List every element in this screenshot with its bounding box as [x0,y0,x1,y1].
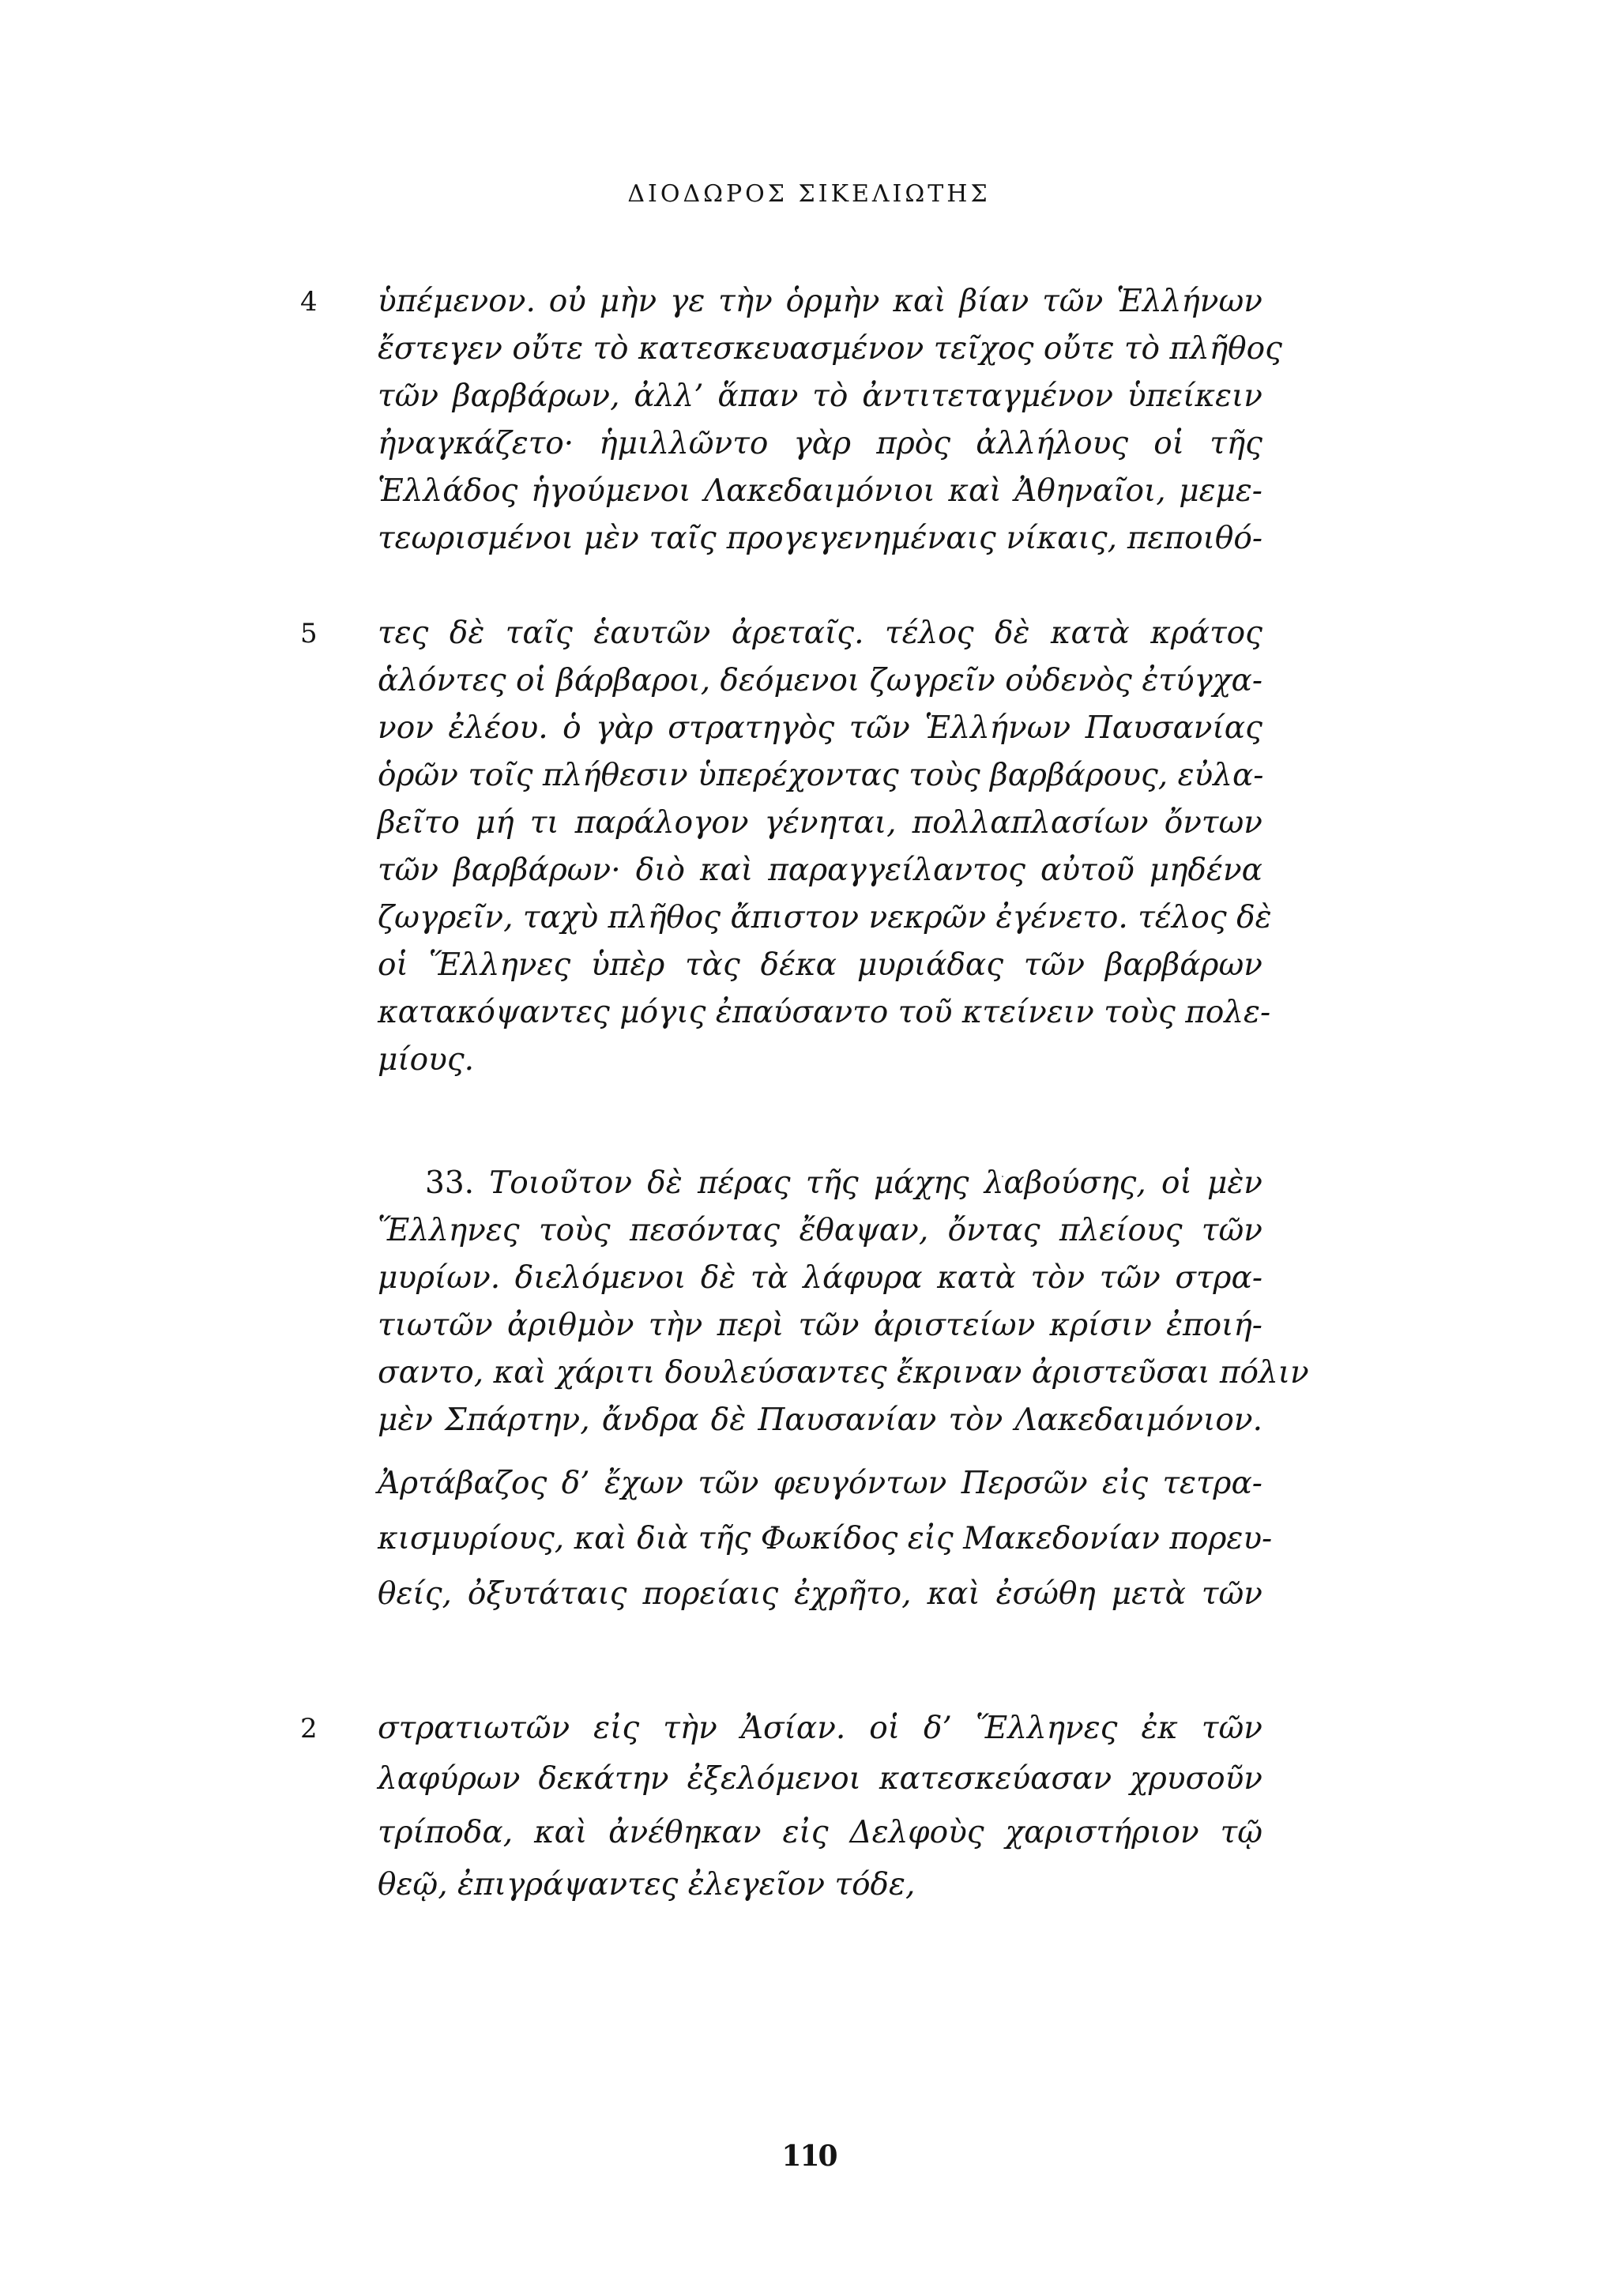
text-line: κατακόψαντες μόγις ἐπαύσαντο τοῦ κτείνειν τοὺς πολε- [378,995,1271,1030]
text-line: Ἕλληνες τοὺς πεσόντας ἔθαψαν, ὄντας πλείους τῶν [378,1213,1262,1248]
page-number: 110 [781,2140,837,2173]
text-line: ζωγρεῖν, ταχὺ πλῆθος ἄπιστον νεκρῶν ἐγένετο. τέλος δὲ [378,900,1272,935]
text-line: στρατιωτῶν εἰς τὴν Ἀσίαν. οἱ δ’ Ἕλληνες ἐκ τῶν [378,1711,1262,1746]
margin-section-number: 4 [300,286,318,318]
text-line: μίους. [378,1042,475,1078]
text-line: σαντο, καὶ χάριτι δουλεύσαντες ἔκριναν ἀριστεῦσαι πόλιν [378,1355,1309,1391]
text-line: τῶν βαρβάρων, ἀλλ’ ἅπαν τὸ ἀντιτεταγμένον ὑπείκειν [378,378,1262,414]
text-line: ἠναγκάζετο· ἡμιλλῶντο γὰρ πρὸς ἀλλήλους οἱ τῆς [378,426,1262,461]
text-line: τρίποδα, καὶ ἀνέθηκαν εἰς Δελφοὺς χαριστήριον τῷ [378,1815,1262,1850]
margin-section-number: 5 [300,618,318,649]
text-line: Ἀρτάβαζος δ’ ἔχων τῶν φευγόντων Περσῶν εἰς τετρα- [378,1466,1262,1501]
text-line: θεῷ, ἐπιγράψαντες ἐλεγεῖον τόδε, [378,1867,916,1903]
text-line: ὁρῶν τοῖς πλήθεσιν ὑπερέχοντας τοὺς βαρβάρους, εὐλα- [378,758,1264,793]
text-line: ὑπέμενον. οὐ μὴν γε τὴν ὁρμὴν καὶ βίαν τῶν Ἑλλήνων [378,284,1262,319]
text-line: οἱ Ἕλληνες ὑπὲρ τὰς δέκα μυριάδας τῶν βαρβάρων [378,947,1262,983]
text-line: μυρίων. διελόμενοι δὲ τὰ λάφυρα κατὰ τὸν τῶν στρα- [378,1260,1262,1296]
text-line: ἔστεγεν οὔτε τὸ κατεσκευασμένον τεῖχος οὔτε τὸ πλῆθος [378,331,1282,367]
text-line: θείς, ὀξυτάταις πορείαις ἐχρῆτο, καὶ ἐσώθη μετὰ τῶν [378,1576,1262,1612]
text-line: Ἑλλάδος ἡγούμενοι Λακεδαιμόνιοι καὶ Ἀθηναῖοι, μεμε- [378,473,1262,509]
text-line: τες δὲ ταῖς ἑαυτῶν ἀρεταῖς. τέλος δὲ κατὰ κράτος [378,615,1262,651]
text-line: τιωτῶν ἀριθμὸν τὴν περὶ τῶν ἀριστείων κρίσιν ἐποιή- [378,1308,1262,1343]
text-line: τεωρισμένοι μὲν ταῖς προγεγενημέναις νίκαις, πεποιθό- [378,521,1262,556]
text-line: μὲν Σπάρτην, ἄνδρα δὲ Παυσανίαν τὸν Λακεδαιμόνιον. [378,1402,1262,1438]
text-line: βεῖτο μή τι παράλογον γένηται, πολλαπλασίων ὄντων [378,805,1262,841]
section-first-line [425,1160,1262,1207]
section-first-line-text: Τοιοῦτον δὲ πέρας τῆς μάχης λαβούσης, οἱ μὲν [489,1165,1262,1201]
text-line: κισμυρίους, καὶ διὰ τῆς Φωκίδος εἰς Μακεδονίαν πορευ- [378,1521,1273,1556]
margin-section-number: 2 [300,1713,318,1745]
text-line: λαφύρων δεκάτην ἐξελόμενοι κατεσκεύασαν χρυσοῦν [378,1761,1262,1797]
section-number: 33. [425,1165,475,1201]
text-line: νον ἐλέου. ὁ γὰρ στρατηγὸς τῶν Ἑλλήνων Παυσανίας [378,710,1262,746]
text-line: ἁλόντες οἱ βάρβαροι, δεόμενοι ζωγρεῖν οὐδενὸς ἐτύγχα- [378,663,1262,698]
text-line: τῶν βαρβάρων· διὸ καὶ παραγγείλαντος αὐτοῦ μηδένα [378,853,1262,888]
running-head: ΔΙΟΔΩΡΟΣ ΣΙΚΕΛΙΩΤΗΣ [627,180,991,208]
